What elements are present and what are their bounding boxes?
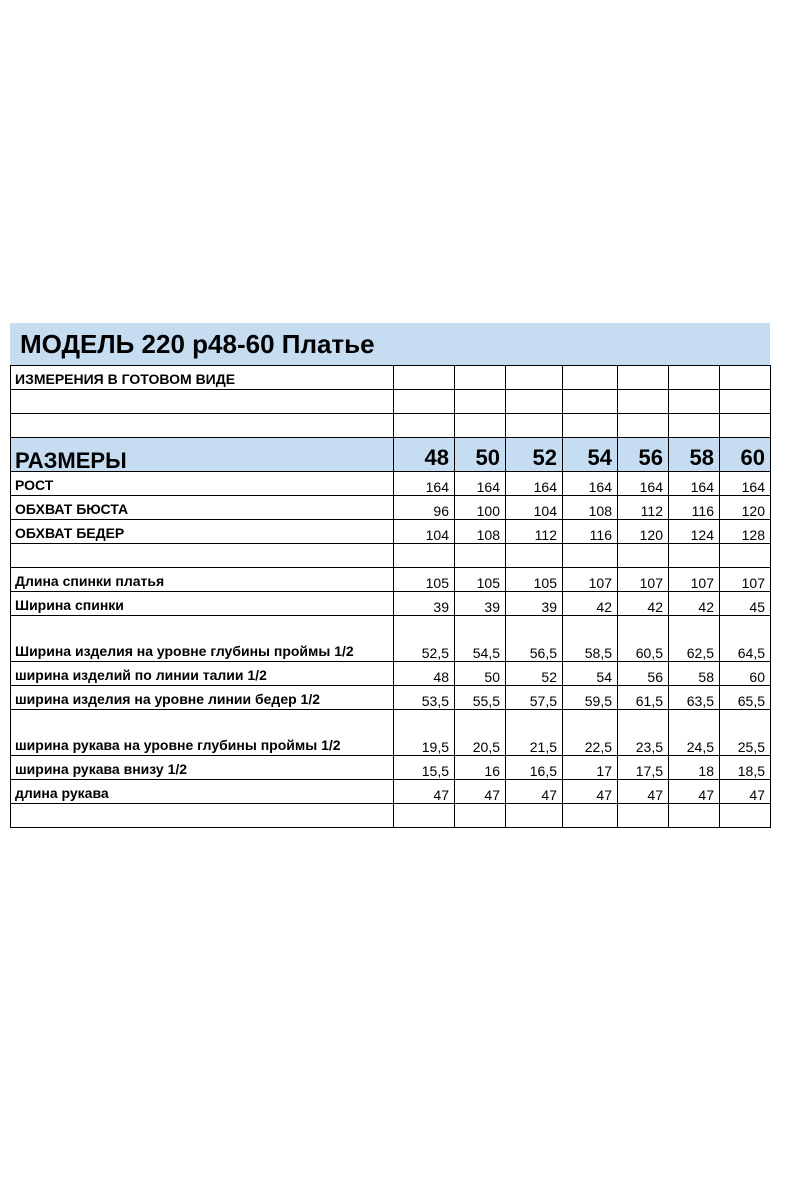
table-row xyxy=(11,710,771,756)
value-cell: 17 xyxy=(563,756,618,780)
value-cell: 52 xyxy=(506,662,563,686)
value-cell: 105 xyxy=(506,568,563,592)
value-cell: 42 xyxy=(618,592,669,616)
empty-cell xyxy=(455,390,506,414)
row-label: ОБХВАТ БЮСТА xyxy=(11,496,394,520)
value-cell: 16 xyxy=(455,756,506,780)
table-row xyxy=(11,568,771,592)
value-cell: 107 xyxy=(720,568,771,592)
page-title: МОДЕЛЬ 220 р48-60 Платье xyxy=(20,329,375,359)
empty-cell xyxy=(506,390,563,414)
row-label: длина рукава xyxy=(11,780,394,804)
size-header-cell: 56 xyxy=(618,438,669,472)
value-cell: 47 xyxy=(669,780,720,804)
empty-cell xyxy=(394,414,455,438)
empty-cell xyxy=(618,390,669,414)
value-cell: 19,5 xyxy=(394,710,455,756)
value-cell: 112 xyxy=(506,520,563,544)
table-row xyxy=(11,544,771,568)
table-row xyxy=(11,662,771,686)
empty-cell xyxy=(11,414,394,438)
value-cell: 164 xyxy=(394,472,455,496)
value-cell: 18,5 xyxy=(720,756,771,780)
empty-cell xyxy=(618,366,669,390)
table-row xyxy=(11,496,771,520)
value-cell xyxy=(394,804,455,828)
value-cell xyxy=(563,804,618,828)
value-cell: 164 xyxy=(669,472,720,496)
empty-cell xyxy=(394,390,455,414)
value-cell: 96 xyxy=(394,496,455,520)
value-cell: 60 xyxy=(720,662,771,686)
value-cell: 20,5 xyxy=(455,710,506,756)
value-cell: 39 xyxy=(394,592,455,616)
value-cell: 25,5 xyxy=(720,710,771,756)
row-label: ОБХВАТ БЕДЕР xyxy=(11,520,394,544)
value-cell: 164 xyxy=(720,472,771,496)
value-cell: 164 xyxy=(563,472,618,496)
value-cell xyxy=(394,544,455,568)
row-label: ширина рукава внизу 1/2 xyxy=(11,756,394,780)
row-label xyxy=(11,804,394,828)
value-cell xyxy=(669,804,720,828)
value-cell: 104 xyxy=(506,496,563,520)
value-cell: 56 xyxy=(618,662,669,686)
size-header-cell: 50 xyxy=(455,438,506,472)
sizes-label: РАЗМЕРЫ xyxy=(11,438,394,472)
empty-cell xyxy=(618,414,669,438)
value-cell: 112 xyxy=(618,496,669,520)
size-header-cell: 48 xyxy=(394,438,455,472)
empty-cell xyxy=(720,366,771,390)
value-cell: 22,5 xyxy=(563,710,618,756)
row-label: Длина спинки платья xyxy=(11,568,394,592)
value-cell: 58,5 xyxy=(563,616,618,662)
row-label: Ширина спинки xyxy=(11,592,394,616)
value-cell: 55,5 xyxy=(455,686,506,710)
row-label: ширина изделия на уровне линии бедер 1/2 xyxy=(11,686,394,710)
value-cell: 21,5 xyxy=(506,710,563,756)
value-cell: 64,5 xyxy=(720,616,771,662)
table-row xyxy=(11,804,771,828)
empty-cell xyxy=(563,414,618,438)
value-cell: 124 xyxy=(669,520,720,544)
value-cell: 24,5 xyxy=(669,710,720,756)
value-cell: 42 xyxy=(563,592,618,616)
value-cell: 104 xyxy=(394,520,455,544)
value-cell xyxy=(669,544,720,568)
size-header-cell: 60 xyxy=(720,438,771,472)
value-cell: 47 xyxy=(394,780,455,804)
value-cell xyxy=(618,544,669,568)
value-cell: 47 xyxy=(563,780,618,804)
value-cell: 23,5 xyxy=(618,710,669,756)
value-cell: 57,5 xyxy=(506,686,563,710)
value-cell: 164 xyxy=(618,472,669,496)
value-cell: 100 xyxy=(455,496,506,520)
value-cell xyxy=(455,544,506,568)
value-cell xyxy=(720,544,771,568)
value-cell: 63,5 xyxy=(669,686,720,710)
value-cell: 108 xyxy=(563,496,618,520)
value-cell: 45 xyxy=(720,592,771,616)
value-cell xyxy=(455,804,506,828)
value-cell xyxy=(506,804,563,828)
title-bar xyxy=(10,323,770,365)
empty-cell xyxy=(669,390,720,414)
size-header-cell: 58 xyxy=(669,438,720,472)
row-label: ширина рукава на уровне глубины проймы 1/2 xyxy=(11,710,394,756)
value-cell xyxy=(720,804,771,828)
value-cell: 47 xyxy=(618,780,669,804)
row-label: ширина изделий по линии талии 1/2 xyxy=(11,662,394,686)
value-cell xyxy=(563,544,618,568)
value-cell: 59,5 xyxy=(563,686,618,710)
value-cell: 50 xyxy=(455,662,506,686)
empty-cell xyxy=(394,366,455,390)
value-cell: 61,5 xyxy=(618,686,669,710)
table-row xyxy=(11,686,771,710)
empty-cell xyxy=(11,390,394,414)
empty-cell xyxy=(506,414,563,438)
table-row xyxy=(11,592,771,616)
value-cell: 164 xyxy=(506,472,563,496)
value-cell: 107 xyxy=(669,568,720,592)
value-cell: 105 xyxy=(455,568,506,592)
value-cell: 164 xyxy=(455,472,506,496)
value-cell: 53,5 xyxy=(394,686,455,710)
blank-row xyxy=(11,390,771,414)
value-cell: 52,5 xyxy=(394,616,455,662)
empty-cell xyxy=(669,366,720,390)
header-row xyxy=(11,366,771,390)
table-row xyxy=(11,780,771,804)
table-row xyxy=(11,616,771,662)
value-cell: 39 xyxy=(506,592,563,616)
row-label: РОСТ xyxy=(11,472,394,496)
value-cell: 60,5 xyxy=(618,616,669,662)
value-cell: 65,5 xyxy=(720,686,771,710)
value-cell: 116 xyxy=(563,520,618,544)
empty-cell xyxy=(563,390,618,414)
empty-cell xyxy=(506,366,563,390)
value-cell: 48 xyxy=(394,662,455,686)
table-row xyxy=(11,472,771,496)
table-row xyxy=(11,756,771,780)
value-cell: 56,5 xyxy=(506,616,563,662)
empty-cell xyxy=(720,390,771,414)
row-label: Ширина изделия на уровне глубины проймы 1/2 xyxy=(11,616,394,662)
value-cell: 15,5 xyxy=(394,756,455,780)
value-cell xyxy=(506,544,563,568)
empty-cell xyxy=(455,414,506,438)
value-cell: 116 xyxy=(669,496,720,520)
value-cell: 107 xyxy=(618,568,669,592)
value-cell: 47 xyxy=(455,780,506,804)
value-cell: 62,5 xyxy=(669,616,720,662)
value-cell: 105 xyxy=(394,568,455,592)
value-cell: 47 xyxy=(506,780,563,804)
value-cell: 58 xyxy=(669,662,720,686)
row-label xyxy=(11,544,394,568)
empty-cell xyxy=(563,366,618,390)
header-label: ИЗМЕРЕНИЯ В ГОТОВОМ ВИДЕ xyxy=(11,366,394,390)
value-cell: 54,5 xyxy=(455,616,506,662)
size-header-cell: 52 xyxy=(506,438,563,472)
size-header-cell: 54 xyxy=(563,438,618,472)
value-cell: 54 xyxy=(563,662,618,686)
size-table xyxy=(10,365,771,828)
empty-cell xyxy=(669,414,720,438)
blank-row xyxy=(11,414,771,438)
value-cell xyxy=(618,804,669,828)
value-cell: 18 xyxy=(669,756,720,780)
value-cell: 47 xyxy=(720,780,771,804)
value-cell: 107 xyxy=(563,568,618,592)
empty-cell xyxy=(455,366,506,390)
value-cell: 16,5 xyxy=(506,756,563,780)
empty-cell xyxy=(720,414,771,438)
value-cell: 39 xyxy=(455,592,506,616)
table-row xyxy=(11,520,771,544)
value-cell: 120 xyxy=(720,496,771,520)
value-cell: 128 xyxy=(720,520,771,544)
sizes-row xyxy=(11,438,771,472)
value-cell: 42 xyxy=(669,592,720,616)
value-cell: 17,5 xyxy=(618,756,669,780)
value-cell: 108 xyxy=(455,520,506,544)
value-cell: 120 xyxy=(618,520,669,544)
